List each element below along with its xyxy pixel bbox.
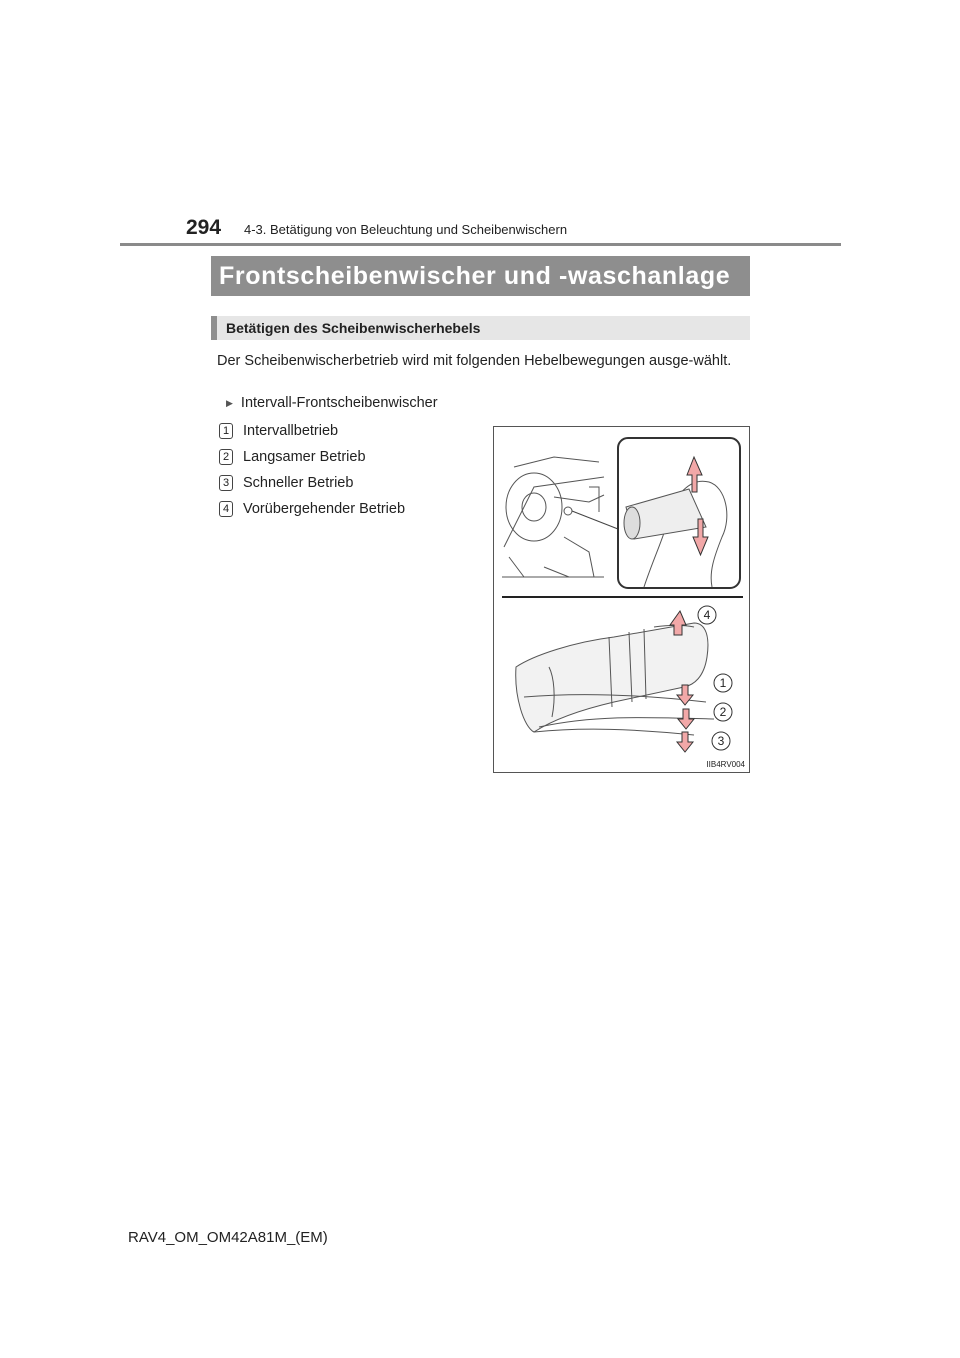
bullet-heading <box>226 395 438 411</box>
bullet-label: Intervall-Frontscheibenwischer <box>240 395 438 411</box>
list-item <box>219 470 405 496</box>
section-breadcrumb: 4-3. Betätigung von Beleuchtung und Scheibenwischern <box>244 222 568 237</box>
wiper-lever-illustration <box>493 426 750 773</box>
pointer-line <box>572 511 618 529</box>
operation-list <box>219 418 405 522</box>
callout-label: 2 <box>719 705 727 719</box>
subsection-title: Betätigen des Scheibenwischerhebels <box>226 320 481 336</box>
item-number-badge: 2 <box>219 449 233 465</box>
illustration-drawing <box>494 427 751 774</box>
intro-paragraph: Der Scheibenwischerbetrieb wird mit folgenden Hebelbewegungen ausge-wählt. <box>217 353 732 369</box>
list-item <box>219 496 405 522</box>
item-label: Vorübergehender Betrieb <box>243 501 406 517</box>
item-label: Intervallbetrieb <box>243 423 339 439</box>
item-label: Langsamer Betrieb <box>243 449 366 465</box>
footer-doc-id: RAV4_OM_OM42A81M_(EM) <box>128 1229 328 1246</box>
callout-label: 1 <box>719 676 727 690</box>
page-number: 294 <box>186 216 222 239</box>
item-number-badge: 3 <box>219 475 233 491</box>
callout-label: 3 <box>717 734 725 748</box>
page-title-bar <box>211 256 750 296</box>
arrow-2-icon <box>678 709 694 729</box>
subsection-header <box>211 316 750 340</box>
list-item <box>219 418 405 444</box>
item-number-badge: 1 <box>219 423 233 439</box>
page-title: Frontscheibenwischer und -waschanlage <box>219 261 731 290</box>
figure-code: IIB4RV004 <box>706 760 745 769</box>
header-divider <box>120 243 841 246</box>
list-item <box>219 444 405 470</box>
callout-label: 4 <box>703 608 711 622</box>
item-label: Schneller Betrieb <box>243 475 354 491</box>
triangle-bullet-icon: ▶ <box>226 397 233 408</box>
item-number-badge: 4 <box>219 501 233 517</box>
